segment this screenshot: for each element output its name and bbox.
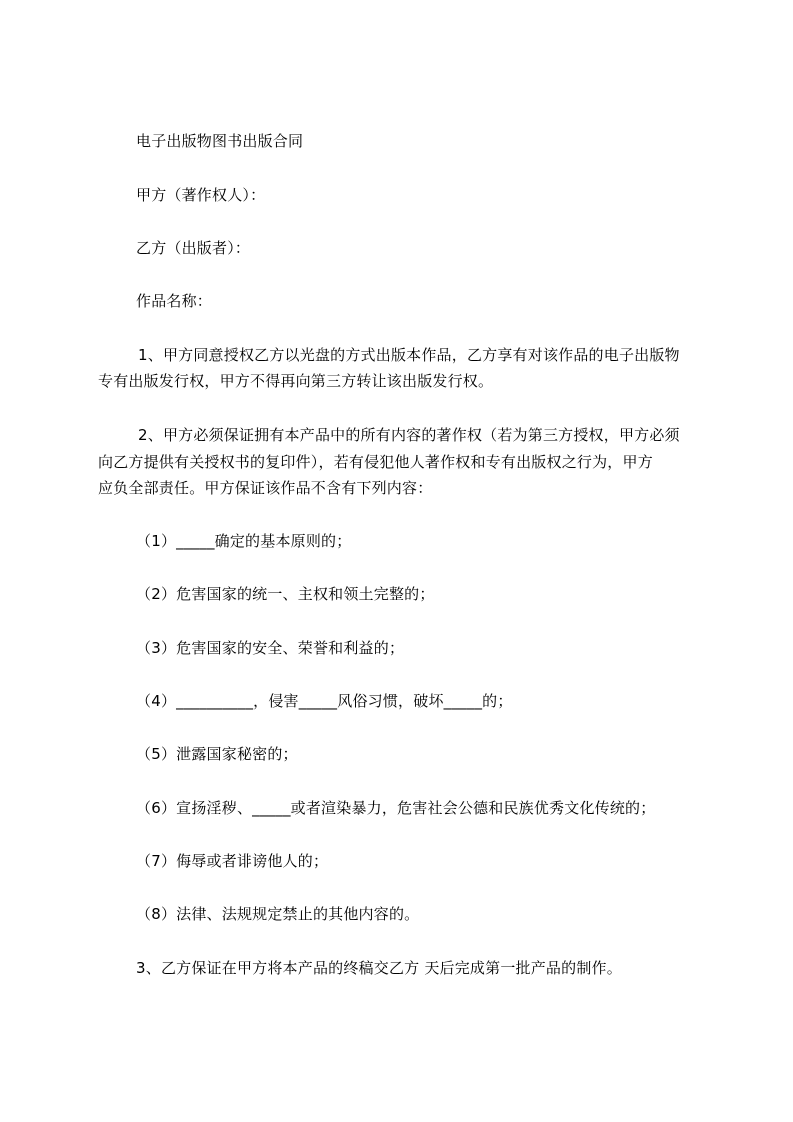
clause-3: 3、乙方保证在甲方将本产品的终稿交乙方 天后完成第一批产品的制作。	[136, 959, 622, 977]
list-item: （5）泄露国家秘密的；	[136, 745, 298, 763]
list-item: （3）危害国家的安全、荣誉和利益的；	[136, 639, 405, 657]
clause-1-line-2: 专有出版发行权，甲方不得再向第三方转让该出版发行权。	[98, 372, 494, 390]
list-item: （8）法律、法规规定禁止的其他内容的。	[136, 905, 420, 923]
list-item: （2）危害国家的统一、主权和领土完整的；	[136, 585, 435, 603]
list-item: （4）__________，侵害_____风俗习惯，破坏_____的；	[136, 692, 513, 710]
clause-2-line-2: 向乙方提供有关授权书的复印件），若有侵犯他人著作权和专有出版权之行为，甲方	[98, 453, 653, 471]
clause-2-line-1: 2、甲方必须保证拥有本产品中的所有内容的著作权（若为第三方授权，甲方必须	[138, 426, 680, 444]
party-b-label: 乙方（出版者）：	[136, 239, 251, 257]
document-title: 电子出版物图书出版合同	[136, 132, 304, 150]
work-name-label: 作品名称：	[136, 292, 213, 310]
clause-2-line-3: 应负全部责任。甲方保证该作品不含有下列内容：	[98, 479, 433, 497]
list-item: （7）侮辱或者诽谤他人的；	[136, 852, 329, 870]
list-item: （1）_____确定的基本原则的；	[136, 532, 352, 550]
party-a-label: 甲方（著作权人）：	[136, 186, 266, 204]
list-item: （6）宣扬淫秽、_____或者渲染暴力，危害社会公德和民族优秀文化传统的；	[136, 799, 656, 817]
clause-1-line-1: 1、甲方同意授权乙方以光盘的方式出版本作品，乙方享有对该作品的电子出版物	[138, 346, 680, 364]
